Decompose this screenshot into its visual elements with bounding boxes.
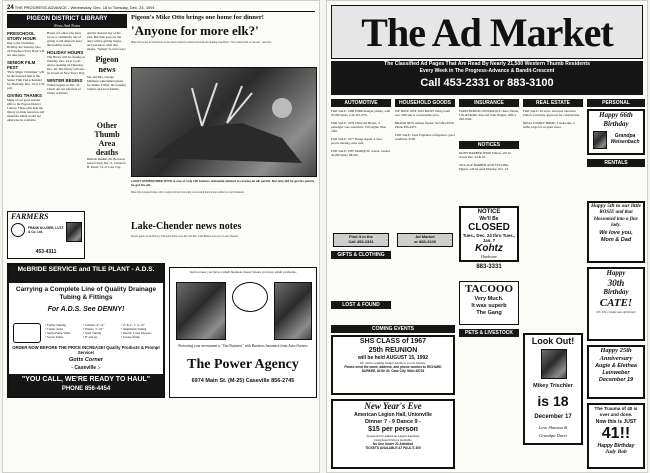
lost-found-list [331,311,391,321]
preschool-body: Due to the Christmas Holiday, the Tuesday, Dec. 24 Preschool Story Hour will not take place. [7,41,45,57]
tacooo-line2: It was superb [471,303,507,309]
reunion-when: will be held AUGUST 15, 1992 [357,355,429,361]
library-subtitle: News And Notes [53,23,81,28]
pigeon-news-body: Mr. and Mrs. George Matthews entertained guests for dinner. Friday, the Lansing visitors and local friends. [87,75,126,91]
agent-photo [66,222,82,242]
b1-name: Grandpa Weisenbach [610,133,640,145]
b3-line3: Birthday [603,288,629,296]
legion-title: New Year's Eve [364,401,422,411]
b3-line1: Happy [606,269,626,277]
elk-hunter-photo [131,67,317,177]
kohtz-name: Kohtz [475,243,503,254]
closed-dates: Tues., Dec. 24 thru Tues., Jan. 7 [462,233,516,243]
legion-tickets: TICKETS AVAILABLE AT PAUL'S 300 [365,446,421,450]
anniversary-ad [587,345,645,399]
holiday-hours-body: The library will be closing on Tuesday, Dec. 24 at 5 p.m. and re-opening on Thursday, Dec. 26. The library will also be closed on New Year's Day. [47,55,85,75]
find-it-line1: Find it in the [349,234,373,239]
thumb-deaths-body: Belinda Rankin, 66, Bad Axe; passed away Dec. 9. Cameron H. Knoll, 74, of Cass City. [87,157,126,169]
item: • Sump Pump Wells [45,331,71,335]
b3-line2: 30th [607,278,625,288]
mcbride-items-far [121,323,163,339]
auto-item: FOR SALE: 1987 MARQUIS, 4-door, loaded, 42,000 miles. $8,500. [331,149,391,157]
trauma-sign2: Judy Bob [605,449,627,455]
cate-birthday-ad [587,267,645,341]
elk-silhouette-icon [132,68,318,178]
item: • Aluminum Tubing [121,327,147,331]
mcbride-items-left [45,323,81,339]
item: • 8" and up [83,335,98,339]
section-household: HOUSEHOLD GOODS [395,99,455,107]
farmers-shield-icon [11,223,25,237]
section-personal: PERSONAL [587,99,645,107]
folio: 24 [7,5,14,11]
tagline-1: The Classified Ad Pages That Are Read By Nearly 21,500 Western Thumb Residents [384,61,590,67]
elk-top-headline: Pigeon's Mike Otto brings one home for dinner! [131,14,264,21]
legion-note: No One Under 21 Admitted [372,442,414,446]
trauma-line2: Now this is JUST [595,419,637,425]
mikey-photo [541,349,567,379]
item: • Plastic, 3"-24" [83,327,104,331]
pigeon-news-heading: Pigeon news [95,55,119,74]
library-title: PIGEON DISTRICT LIBRARY [26,16,108,22]
item: • Interbl. Lawn Mowers [121,331,152,335]
right-filler-text [459,385,583,469]
item: • 4" K.C. 1" to 12" [121,323,145,327]
power-agency-ad [169,267,317,398]
running-head-text: THE PROGRESS-ADVANCE - Wednesday, Dec. 18 to Tuesday, Dec. 24, 1991 [14,5,155,10]
find-it-line2: Ad Market [415,234,435,239]
b2-line3: We love you, [599,229,633,236]
auto-item: FOR SALE: 1988 FORD Ranger pickup, with 25,000 miles. Call 453-2551. [331,109,391,117]
mcbride-footer [9,374,163,396]
winter-body: Winter begins on Dec. 21. Check out our selection of winter activities. [47,83,81,95]
elk-headline: 'Anyone for more elk?' [131,23,259,38]
b3-sign: P.S. The Cookie was delicious! [596,310,636,314]
section-lost-found: LOST & FOUND [331,301,391,309]
ad-market-page [326,0,648,473]
farmers-phone: 453-4311 [35,249,57,255]
legion-time: Dinner 7 - 9 Dance 9 - [365,419,421,425]
section-notices: NOTICES [459,141,519,149]
reunion-headline: SHS CLASS of 1967 [359,338,427,345]
b2-line1: Happy 5th to our little [590,203,642,209]
tacooo-ad [459,281,519,325]
pets-list [459,339,519,383]
anniv-date: December 19 [598,377,634,383]
mcbride-tagline: Carrying a Complete Line of Quality Drainage Tubing & Fittings [15,286,157,301]
thumb-deaths-heading: Other Thumb Area deaths [94,121,120,157]
mcbride-slogan: "YOU CALL, WE'RE READY TO HAUL" [21,376,151,383]
bottom-filler-text [7,401,317,471]
preschool-heading: PRESCHOOL STORY HOUR [7,31,36,41]
b2-line2: ROSIE and that blossomed into a fine lady. [594,210,638,228]
item: • Trailer Jacks [45,327,64,331]
section-coming-events: COMING EVENTS [331,325,455,333]
left-newspaper-page [2,0,320,473]
legion-driver: Designated Drivers Available [374,438,412,442]
household-item: FOR SALE: Used Frigidaire refrigerator, good condition. $100. [395,133,455,141]
household-item: BRAND NEW Amana freezer. Sacrifice $550. Phone 856-4475. [395,121,455,129]
shs-reunion-ad [331,335,455,395]
closed-notice-label: NOTICE [477,209,501,215]
automotive-list [331,109,391,161]
anniv-last: Leinweber [602,370,630,376]
real-estate-more [523,151,583,331]
library-column-3 [87,31,127,261]
b3-line4: CATE! [599,297,633,309]
look-out-sign2: Grandpa Duret [539,433,567,438]
b2-sign: Mom & Dad [600,236,632,243]
power-agency-name: The Power Agency [187,357,299,372]
reunion-sub: 25th REUNION [368,347,418,354]
trauma-40-ad [587,403,645,469]
anniv-names: Augie & Elethea [595,363,637,369]
b1-line1: Happy 66th [599,111,633,119]
mcbride-order-note: ORDER NOW BEFORE THE PRICE INCREASE! Quality Products & Prompt Service! [12,345,160,355]
notice-item: DON'S BARBER SHOP, Elkton, will be closed Dec. 24 & 25. [459,151,511,159]
kohtz-phone: 883-3331 [476,264,502,270]
col3-intro: and the shortest day of the year. But time goes on, the days will be getting longer, and you know what that means, "Spring" is on its way! [87,31,126,51]
power-protect: Protecting your investment is "Our Business" with Business Insurance from Auto-Owners [178,344,308,348]
rosie-birthday-ad [587,201,645,263]
look-out-headline: Look Out! [531,336,575,346]
mcbride-phone: PHONE 856-4454 [61,386,111,392]
library-masthead [7,14,127,28]
legion-sub: American Legion Hall, Unionville [354,412,432,418]
trauma-line1: The Trauma of 40 is over and done. [594,406,638,417]
look-out-sign: Love Shawna & [538,425,568,430]
anniv-line2: Anniversary [599,355,633,362]
grandpa-birthday-ad [587,109,645,155]
power-intro: Just because you have a small business doesn't mean you have small problems. [189,270,297,274]
gotts-corner: Gotts Corner [69,357,103,363]
grandpa-photo [593,131,607,149]
item: • Septic Tanks [45,335,64,339]
kohtz-closed-ad [459,206,519,262]
tagline-2: Every Week in The Progress-Advance & Bandit-Crescent [419,68,555,74]
giving-thanks-heading: GIVING THANKS [7,93,42,98]
tacooo-title: TACOOO [464,283,514,295]
elk-story-body: Mike Otto poses in Sausarchie on the dealer when he returned from his elk hunting expedition. "We worked hard for the elk," said Otto. [131,41,272,44]
running-head [7,5,315,12]
holiday-hours-heading: HOLIDAY HOURS [47,50,84,55]
notices-list [459,151,519,175]
agent-photo-2 [274,282,312,340]
household-item: WE HAVE ONE TOO MANY living room sets. Will sell at a reasonable price. [395,109,450,117]
library-column-2 [47,31,85,211]
caseville: - Caseville :- [71,365,101,371]
rentals-list [587,169,645,199]
power-address: 6974 Main St. (M-25) Caseville 856-2745 [191,378,295,384]
farmers-name: FARMERS [11,212,49,221]
auto-item: FOR SALE: 1977 Dodge Aspen, 4-door, power steering, runs well. [331,137,383,145]
b1-line2: Birthday [603,120,629,128]
mcbride-items-right [83,323,119,339]
section-rentals: RENTALS [587,159,645,167]
tacooo-line3: The Gang [476,310,502,316]
item: • Grease Pump [121,335,140,339]
insurance-item: FARM BUREAU INSURANCE: Auto, Home, Life & Health. Ken and Julie Wagner, Office 269-5566. [459,109,519,121]
tacooo-line1: Very Much. [474,296,504,302]
mcbride-ad [7,263,165,398]
legion-price: $15 per person [368,426,418,433]
reunion-body: We will be sending further details to you in January. [359,361,427,365]
storefront-photo [176,282,226,340]
look-out-name: Mikey Trischler [533,383,573,389]
real-estate-item: IDEAL FAMILY HOME, 3 bedrooms, 2 baths, large lot on quiet street. [523,121,575,129]
closed-we-will-be: We'll Be [479,216,499,222]
find-it-box-2 [397,233,453,247]
film-fest-body: "How Magic Christmas" will be the featured film at the Senior Film Fest scheduled for Thursday, Dec. 19 at 1:30 p.m. [7,70,45,90]
auto-item: FOR SALE: 1979 Chevrolet Blazer, 4 passenger van, automatic, 350 engine. Best offer. [331,121,387,133]
order-now-badge [13,323,41,343]
notice-item: VILLAGE BARBER AND STYLING, Pigeon, will be open Monday, Dec. 23. [459,163,510,171]
trauma-sign1: Happy Birthday [597,443,635,449]
find-it-line3: Call 453-2331 [348,239,374,244]
auto-owners-logo [232,282,268,312]
lake-chender-body: Recent guests at the Harvey Schroeder home were Mr. and Mrs. John Binkert and son of Lake Chender. [131,235,239,238]
real-estate-list [523,109,583,133]
find-it-line4: or 883-3100 [413,239,436,244]
real-estate-item: FOR SALE: 40 acres, surveyed land near Elkton. Currently approved for construction. [523,109,580,117]
section-automotive: AUTOMOTIVE [331,99,391,107]
mcbride-title: McBRIDE SERVICE and TILE PLANT - A.D.S. [9,265,163,283]
mcbride-sub: For A.D.S. See DENNY! [47,306,125,313]
farmers-insurance-ad [7,211,85,259]
legion-sponsor: Sponsored by American Legion Auxiliary [366,434,420,438]
reunion-contact: Please send the name, address, and phone number to RICHARD DURKEE, 84 Ith St. Cass City. Mich 48726 [344,365,442,373]
ad-market-title: The Ad Market [331,5,643,59]
film-fest-heading: SENIOR FILM FEST [7,60,36,70]
col2-intro: House of Ladies who have set up a community tree of giving to aid others in need this holiday season. [47,31,82,47]
gifts-list [331,261,391,301]
elk-caption: LUCKY HUNTER MIKE OTTO is one of only 100 hunters statewide allotted to receive an elk permit. Not only did he get his permit, he got his elk. [131,179,315,187]
lake-chender-headline: Lake-Chender news notes [131,221,242,232]
closed-label: CLOSED [468,222,510,233]
item: • Cement, 4" 12" [83,323,105,327]
elk-story-body-2: Mike Otto returned home with a trophy bull elk following a successful hunt in the northern Lower Peninsula. [131,191,245,194]
item: • Steel Tubing [83,331,102,335]
trauma-age: 41!! [601,425,631,442]
anniv-line1: Happy 25th [600,347,632,354]
section-pets: PETS & LIVESTOCK [459,329,519,337]
household-list [395,109,455,145]
farmers-subtitle: FRANK KLUGER, LUTZ & Co. Ltd. [28,226,64,234]
look-out-age: is 18 [537,393,569,409]
legion-nye-ad [331,399,455,469]
kohtz-sub: Hardware [481,254,497,259]
find-it-box-1 [333,233,389,247]
giving-thanks-body: Many of our good patrons gifts to the Pigeon District Library. These gifts help the library provide resources and materials which would not otherwise be available. [7,98,45,122]
look-out-date: December 17 [534,414,572,420]
ad-market-phones: Call 453-2331 or 883-3100 [420,77,554,89]
item: • Trailer Staking [45,323,66,327]
section-insurance: INSURANCE [459,99,519,107]
section-gifts: GIFTS & CLOTHING [331,251,391,259]
section-real-estate: REAL ESTATE [523,99,583,107]
library-column-1 [7,31,45,211]
winter-heading: WINTER BEGINS [47,78,83,83]
ad-market-banner [331,61,643,95]
